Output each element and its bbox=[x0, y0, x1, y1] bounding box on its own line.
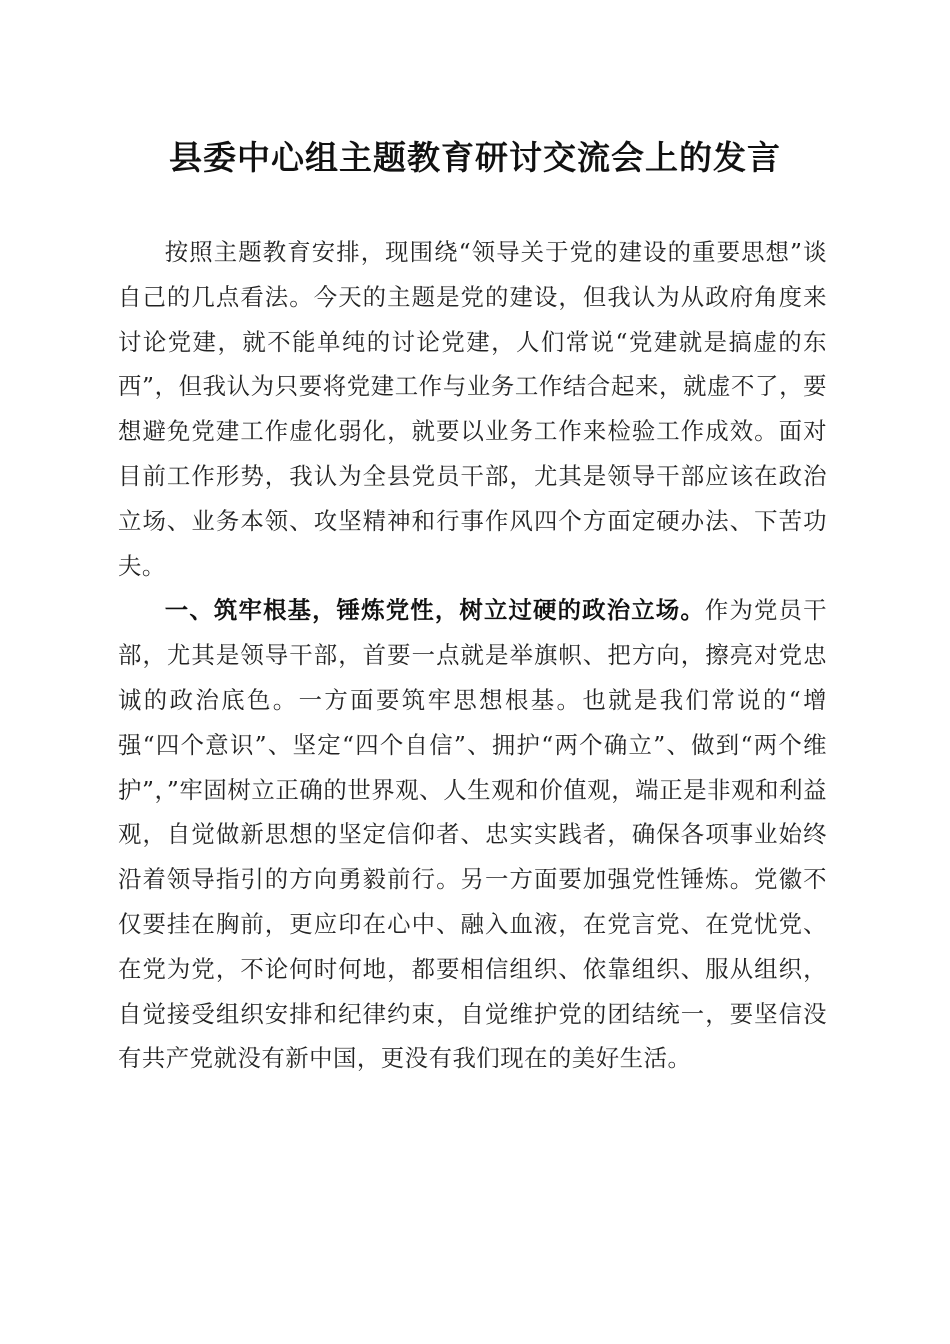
paragraph-intro bbox=[118, 230, 827, 588]
paragraph-intro-text: 按照主题教育安排，现围绕“领导关于党的建设的重要思想”谈自己的几点看法。今天的主题是党的建设，但我认为从政府角度来讨论党建，就不能单纯的讨论党建，人们常说“党建就是搞虚的东西”，但我认为只要将党建工作与业务工作结合起来，就虚不了，要想避免党建工作虚化弱化，就要以业务工作来检验工作成效。面对目前工作形势，我认为全县党员干部，尤其是领导干部应该在政治立场、业务本领、攻坚精神和行事作风四个方面定硬办法、下苦功夫。 bbox=[118, 238, 827, 580]
document-body bbox=[118, 230, 827, 1081]
paragraph-section-1 bbox=[118, 588, 827, 1081]
document-title: 县委中心组主题教育研讨交流会上的发言 bbox=[169, 138, 781, 177]
section-1-heading: 一、筑牢根基，锤炼党性，树立过硬的政治立场。 bbox=[164, 596, 705, 625]
section-1-text: 作为党员干部，尤其是领导干部，首要一点就是举旗帜、把方向，擦亮对党忠诚的政治底色。一方面要筑牢思想根基。也就是我们常说的“增强“四个意识”、坚定“四个自信”、拥护“两个确立”、做到“两个维护”，”牢固树立正确的世界观、人生观和价值观，端正是非观和利益观，自觉做新思想的坚定信仰者、忠实实践者，确保各项事业始终沿着领导指引的方向勇毅前行。另一方面要加强党性锤炼。党徽不仅要挂在胸前，更应印在心中、融入血液，在党言党、在党忧党、在党为党，不论何时何地，都要相信组织、依靠组织、服从组织，自觉接受组织安排和纪律约束，自觉维护党的团结统一，要坚信没有共产党就没有新中国，更没有我们现在的美好生活。 bbox=[118, 596, 827, 1073]
